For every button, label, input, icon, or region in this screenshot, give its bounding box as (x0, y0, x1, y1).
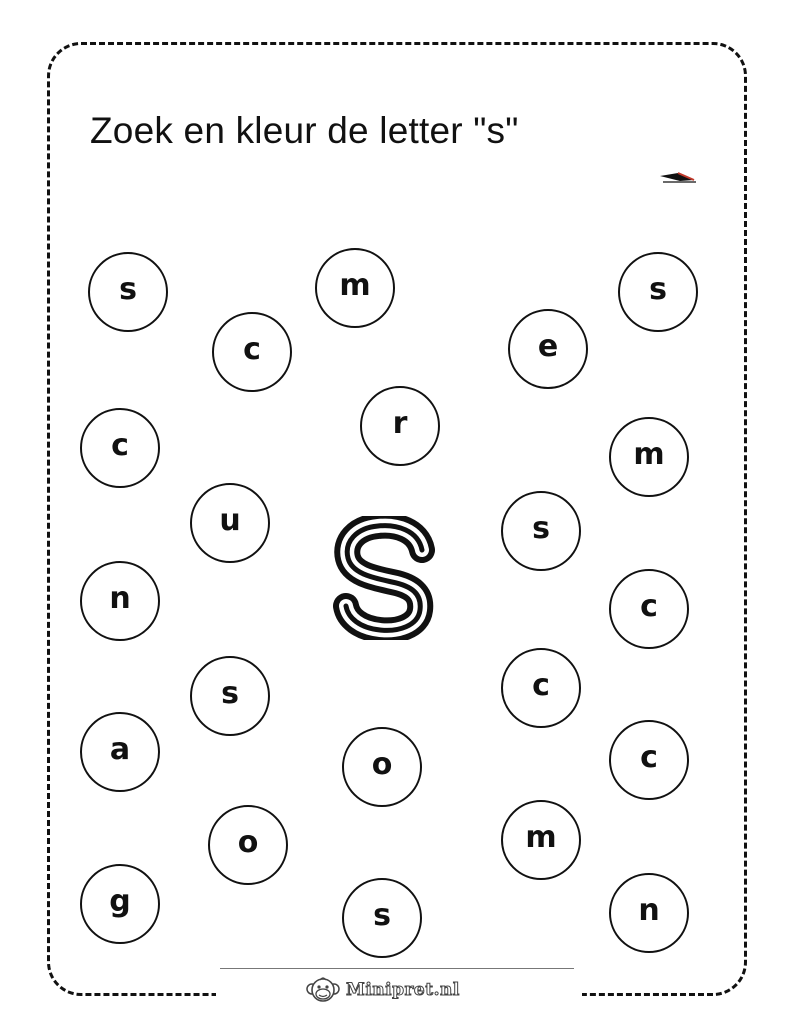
letter-bubble[interactable]: u (190, 483, 270, 563)
letter-bubble[interactable]: n (609, 873, 689, 953)
letter-bubble[interactable]: s (618, 252, 698, 332)
letter-bubble[interactable]: s (190, 656, 270, 736)
footer-divider (220, 968, 574, 969)
letter-bubble[interactable]: s (501, 491, 581, 571)
letter-bubble[interactable]: g (80, 864, 160, 944)
letter-bubble[interactable]: c (212, 312, 292, 392)
letter-bubble[interactable]: n (80, 561, 160, 641)
worksheet-title: Zoek en kleur de letter "s" (90, 110, 519, 151)
pencil-icon (658, 170, 698, 184)
target-letter-outline (326, 516, 444, 640)
letter-bubble[interactable]: s (342, 878, 422, 958)
letter-bubble[interactable]: m (315, 248, 395, 328)
letter-bubble[interactable]: m (609, 417, 689, 497)
letter-bubble[interactable]: c (80, 408, 160, 488)
letter-bubble[interactable]: c (501, 648, 581, 728)
letter-bubble[interactable]: a (80, 712, 160, 792)
letter-bubble[interactable]: o (342, 727, 422, 807)
letter-bubble[interactable]: o (208, 805, 288, 885)
footer-logo[interactable] (306, 974, 460, 1006)
letter-bubble[interactable]: m (501, 800, 581, 880)
letter-bubble[interactable]: c (609, 720, 689, 800)
letter-bubble[interactable]: s (88, 252, 168, 332)
brand-name: Minipret.nl (346, 980, 460, 1000)
letter-bubble[interactable]: e (508, 309, 588, 389)
letter-bubble[interactable]: c (609, 569, 689, 649)
letter-bubble[interactable]: r (360, 386, 440, 466)
monkey-face-icon (306, 975, 340, 1005)
